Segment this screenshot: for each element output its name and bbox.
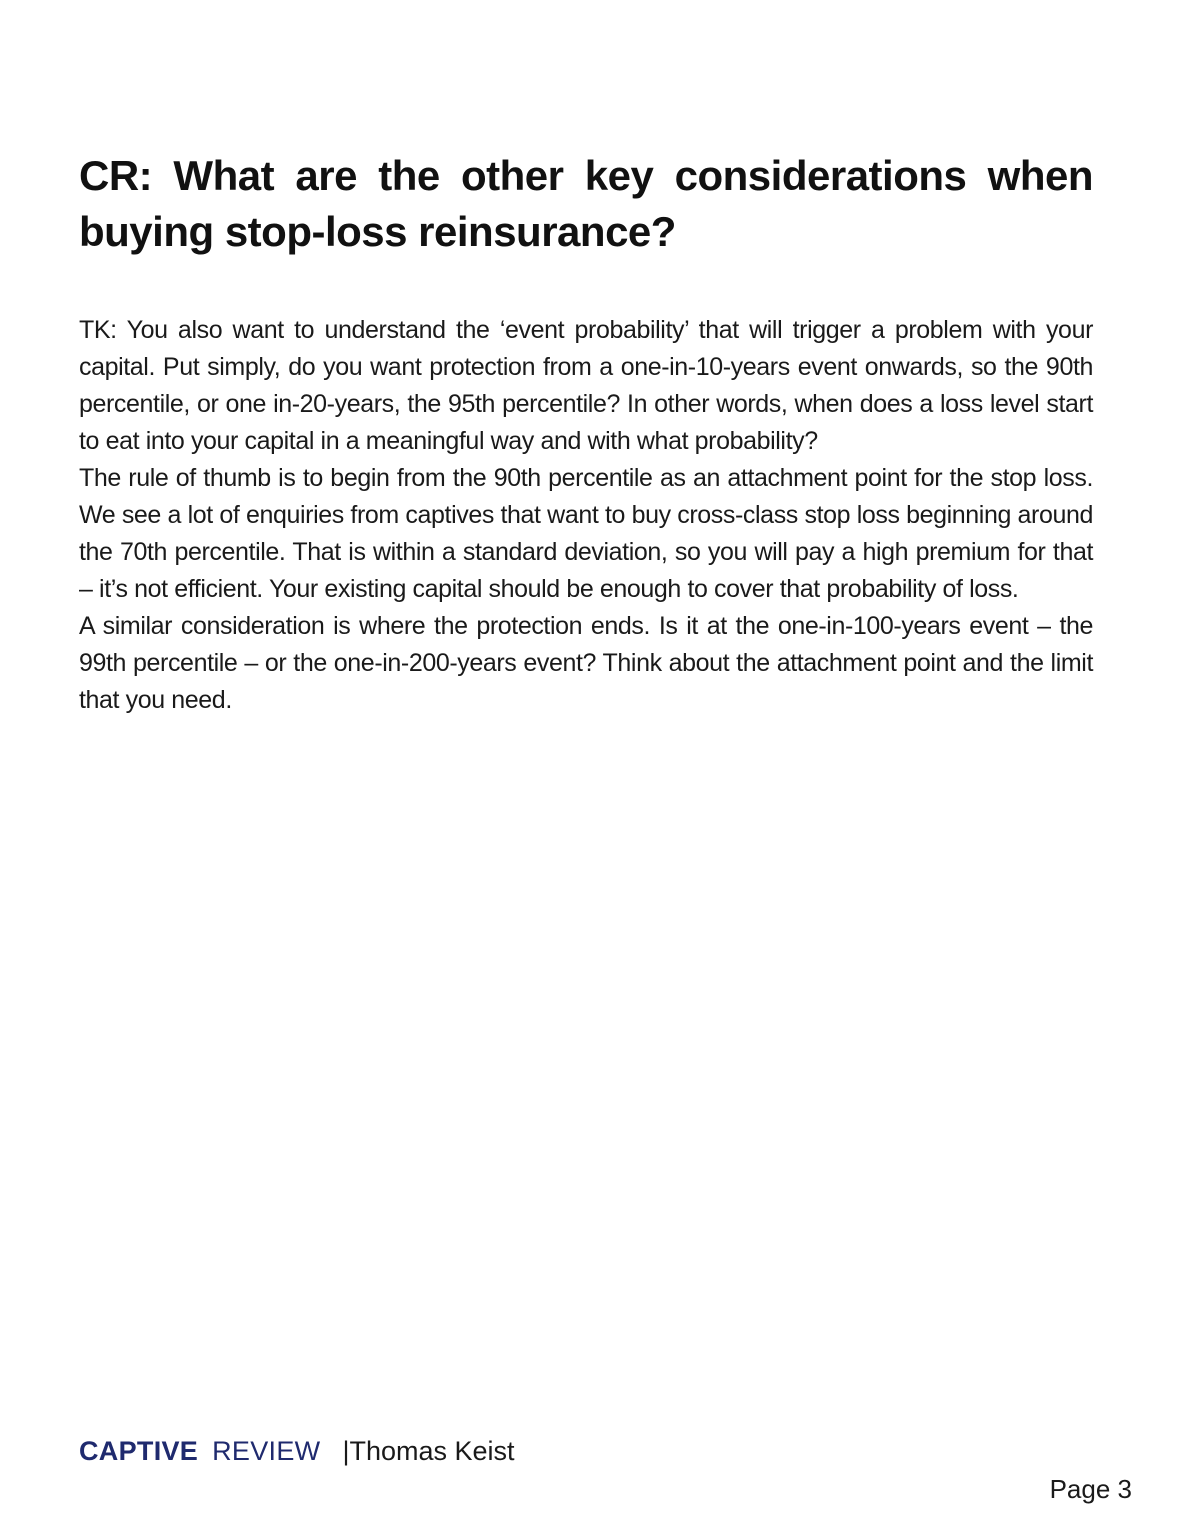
answer-paragraph: The rule of thumb is to begin from the 90th percentile as an attachment point for the stop loss. We see a lot of enquiries from captives that want to buy cross-class stop loss beginning around the 70th percentile. That is within a standard deviation, so you will pay a high premium for that – it’s not efficient. Your existing capital should be enough to cover that probability of loss. <box>79 464 1093 603</box>
page-footer <box>79 1433 515 1469</box>
page-number: Page 3 <box>1049 1474 1132 1504</box>
interview-answer <box>79 312 1093 719</box>
answer-paragraph: A similar consideration is where the protection ends. Is it at the one-in-100-years event – the 99th percentile – or the one-in-200-years event? Think about the attachment point and the limit that you need. <box>79 612 1093 714</box>
answer-paragraph: TK: You also want to understand the ‘event probability’ that will trigger a problem with your capital. Put simply, do you want protection from a one-in-10-years event onwards, so the 90th percentile, or one in-20-years, the 95th percentile? In other words, when does a loss level start to eat into your capital in a meaningful way and with what probability? <box>79 316 1093 455</box>
interview-question-heading: CR: What are the other key considerations when buying stop-loss reinsurance? <box>79 152 1093 255</box>
publication-name-review: REVIEW <box>212 1436 321 1466</box>
footer-separator: | <box>342 1436 350 1466</box>
author-name: Thomas Keist <box>349 1436 515 1466</box>
publication-name-captive: CAPTIVE <box>79 1436 199 1466</box>
